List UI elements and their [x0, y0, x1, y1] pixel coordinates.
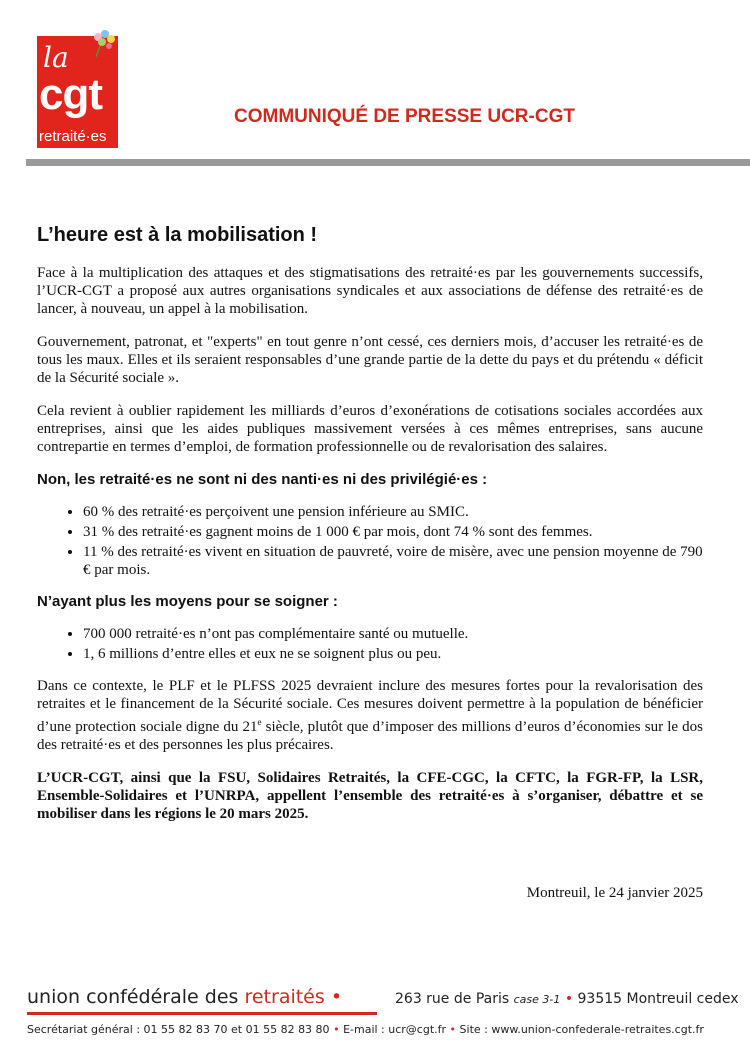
cgt-retraites-logo: [37, 36, 118, 148]
release-date: Montreuil, le 24 janvier 2025: [526, 885, 703, 901]
footer-address: [395, 991, 739, 1007]
logo-retraites-text: retraité·es: [39, 128, 107, 145]
century-superscript: e: [257, 717, 262, 727]
footer-org-part-b: retraités: [244, 986, 325, 1008]
paragraph-intro: Face à la multiplication des attaques et des stigmatisations des retraité·es par les gouvernements successifs, l’UCR-CGT a proposé aux autres organisations syndicales et aux associations de défense des retraité·es de lancer, à nouveau, un appel à la mobilisation.: [37, 265, 703, 317]
logo-la-text: la: [43, 41, 69, 74]
list-item: • 60 % des retraité·es perçoivent une pension inférieure au SMIC.: [83, 503, 703, 521]
paragraph-plf-part-a: Dans ce contexte, le PLF et le PLFSS 2025 devraient inclure des mesures fortes pour la revalorisation des retraites et le financement de la Sécurité sociale. Ces mesures doivent permettre à la population de bénéficier d’une protection sociale digne du 21: [37, 678, 703, 735]
list-pension-stats: [37, 503, 703, 579]
header-rule: [26, 159, 750, 166]
list-item: • 1, 6 millions d’entre elles et eux ne se soignent plus ou peu.: [83, 645, 703, 663]
heading-not-privileged: Non, les retraité·es ne sont ni des nanti·es ni des privilégié·es :: [37, 471, 488, 488]
paragraph-plf-part-b: siècle, plutôt que d’imposer des millions d’euros d’économies sur le dos des retraité·es et des personnes les plus précaires.: [37, 719, 703, 753]
paragraph-exonerations: Cela revient à oublier rapidement les milliards d’euros d’exonérations de cotisations sociales accordées aux entreprises, ainsi que les aides publiques massivement versées à ces mêmes entreprises, sans aucune contrepartie en termes d’emploi, de formation professionnelle ou de revalorisation des salaires.: [37, 403, 703, 455]
footer-org-part-a: union confédérale des: [27, 986, 245, 1008]
footer-dot-icon: •: [564, 991, 574, 1007]
article-body: [37, 224, 703, 838]
footer-contact-line: [27, 1023, 704, 1036]
heading-health-care: N’ayant plus les moyens pour se soigner :: [37, 593, 338, 610]
footer-site-link[interactable]: Site : www.union-confederale-retraites.cgt.fr: [459, 1023, 704, 1036]
list-item: • 31 % des retraité·es gagnent moins de 1 000 € par mois, dont 74 % sont des femmes.: [83, 523, 703, 541]
list-item: • 11 % des retraité·es vivent en situation de pauvreté, voire de misère, avec une pension moyenne de 790 € par mois.: [83, 543, 703, 579]
footer-address-city: 93515 Montreuil cedex: [573, 991, 739, 1007]
press-release-title: COMMUNIQUÉ DE PRESSE UCR-CGT: [234, 106, 575, 127]
footer-address-street: 263 rue de Paris: [395, 991, 514, 1007]
logo-cgt-text: cgt: [39, 70, 102, 119]
footer-organisation-name: [27, 986, 342, 1008]
list-health-stats: [37, 625, 703, 663]
list-item: • 700 000 retraité·es n’ont pas complémentaire santé ou mutuelle.: [83, 625, 703, 643]
footer-dot-icon: •: [330, 986, 343, 1008]
flower-icon: [90, 29, 118, 59]
footer-dot-icon: •: [333, 1023, 340, 1036]
footer-email-link[interactable]: E-mail : ucr@cgt.fr: [343, 1023, 447, 1036]
paragraph-plf-plfss: [37, 677, 703, 754]
article-title: L’heure est à la mobilisation !: [37, 224, 318, 246]
footer-dot-icon: •: [449, 1023, 457, 1036]
footer-phone: Secrétariat général : 01 55 82 83 70 et 01 55 82 83 80: [27, 1023, 330, 1036]
paragraph-accusations: Gouvernement, patronat, et "experts" en tout genre n’ont cessé, ces derniers mois, d’accuser les retraité·es de tous les maux. Elles et ils seraient responsables d’une grande partie de la dette du pays et du prétendu « déficit de la Sécurité sociale ».: [37, 334, 703, 386]
footer-address-case: case 3-1: [513, 993, 561, 1006]
paragraph-call-to-action: L’UCR-CGT, ainsi que la FSU, Solidaires Retraités, la CFE-CGC, la CFTC, la FGR-FP, la LSR, Ensemble-Solidaires et l’UNRPA, appellent l’ensemble des retraité·es à s’organiser, débattre et se mobiliser dans les régions le 20 mars 2025.: [37, 770, 703, 822]
footer-red-rule: [27, 1012, 377, 1015]
